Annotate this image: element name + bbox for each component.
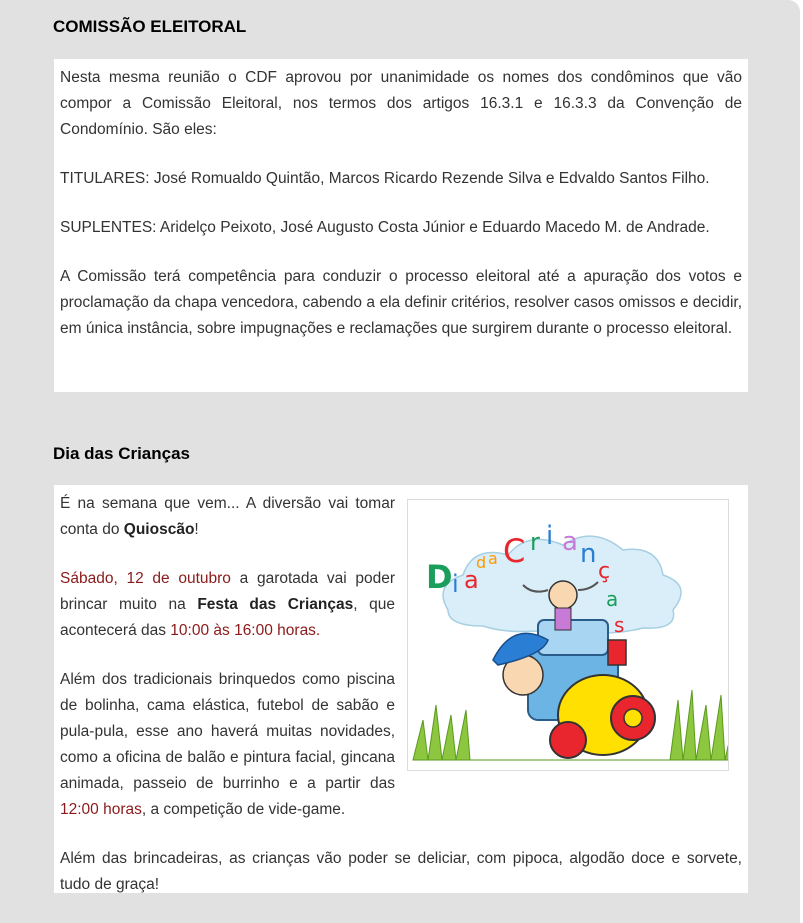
p2-text-a: a garotada vai poder brincar muito na	[60, 570, 396, 613]
paragraph-competencia: A Comissão terá competência para conduzir o processo eleitoral até a apuração dos votos e proclamação da chapa vencedora, cabendo a ela definir critérios, resolver casos omissos e decidir, em única instância, sobre impugnações e reclamações que surgirem durante o processo eleitoral.	[60, 268, 742, 337]
p1-bold-quioscao: Quioscão	[123, 521, 195, 538]
p3-text-a: Além dos tradicionais brinquedos como piscina de bolinha, cama elástica, futebol de sabão e pula-pula, esse ano haverá muitas novidades, como a oficina de balão e pintura facial, gincana animada, passeio de burrinho e a partir das	[60, 671, 395, 792]
p3-text-b: , a competição de vide-game.	[141, 801, 346, 818]
title-letter: a	[464, 566, 479, 594]
p1-text-a: É na semana que vem... A diversão vai tomar conta do	[60, 495, 395, 538]
p1-text-b: !	[194, 521, 199, 538]
title-letter: C	[503, 532, 526, 570]
section-title-comissao: COMISSÃO ELEITORAL	[53, 17, 247, 36]
train-chimney-shape	[608, 640, 626, 665]
paragraph-titulares: TITULARES: José Romualdo Quintão, Marcos Ricardo Rezende Silva e Edvaldo Santos Filho.	[60, 170, 710, 187]
criancas-text-box	[54, 485, 748, 893]
p2-text-b: , que acontecerá das	[60, 596, 395, 639]
paragraph-intro: Nesta mesma reunião o CDF aprovou por unanimidade os nomes dos condôminos que vão compor a Comissão Eleitoral, nos termos dos artigos 16.3.1 e 16.3.3 da Convenção de Condomínio. São eles:	[60, 69, 742, 138]
title-letter: n	[580, 539, 597, 569]
title-letter: r	[530, 528, 540, 556]
train-wheel-shape	[550, 722, 586, 758]
section-title-dia-das-criancas: Dia das Crianças	[53, 444, 191, 463]
title-letter: s	[614, 613, 625, 637]
title-letter: i	[546, 521, 554, 551]
paragraph-suplentes: SUPLENTES: Aridelço Peixoto, José Augusto Costa Júnior e Eduardo Macedo M. de Andrade.	[60, 219, 710, 236]
title-letter: d	[476, 553, 487, 572]
train-roof-shape	[538, 620, 608, 655]
title-letter: a	[562, 527, 578, 557]
title-letter: ç	[598, 559, 611, 584]
girl-dress-shape	[555, 608, 571, 630]
title-letter: D	[426, 558, 453, 596]
comissao-text-box	[54, 59, 748, 392]
title-letter: a	[488, 549, 498, 568]
train-light-shape	[624, 709, 642, 727]
girl-face-shape	[549, 581, 577, 609]
videogame-time: 12:00 horas	[60, 801, 142, 818]
title-letter: a	[606, 587, 619, 611]
event-date: Sábado, 12 de outubro	[60, 570, 231, 587]
p2-bold-festa: Festa das Crianças	[197, 596, 354, 613]
paragraph-delicias: Além das brincadeiras, as crianças vão poder se deliciar, com pipoca, algodão doce e sorvete, tudo de graça!	[60, 850, 742, 893]
title-letter: i	[452, 570, 459, 598]
dia-das-criancas-illustration	[407, 499, 729, 771]
illustration-drawing	[408, 500, 728, 770]
event-time: 10:00 às 16:00 horas.	[170, 622, 321, 639]
